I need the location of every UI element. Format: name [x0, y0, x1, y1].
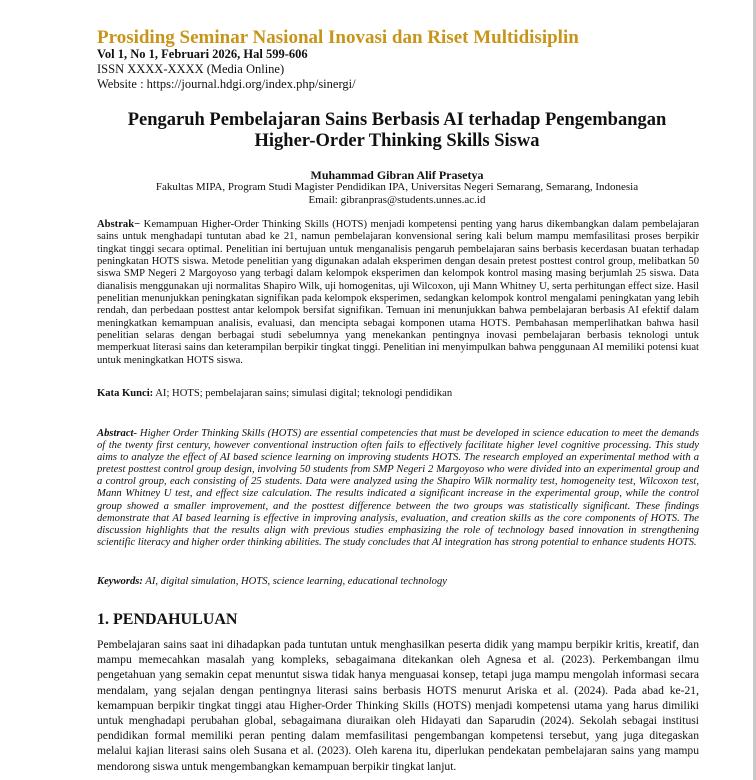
abstract-english-text: Higher Order Thinking Skills (HOTS) are essential competencies that must be developed in science education to meet the demands of the twenty first century, however conventional instruction often fails to effectively facilitate higher level cognitive processing. This study aims to analyze the effect of AI based science learning on improving students HOTS. The research employed an experimental method with a pretest posttest control group design, involving 50 students from SMP Negeri 2 Margoyoso who were divided into an experimental group and a control group, each consisting of 25 students. Data were analyzed using the Shapiro Wilk normality test, homogeneity test, Wilcoxon test, Mann Whitney U test, and effect size calculation. The results indicated a significant increase in the experimental group, while the control group showed a smaller improvement, and the posttest difference between the two groups was statistically significant. These findings demonstrate that AI based learning is effective in improving analysis, evaluation, and creation skills as the core components of HOTS. The discussion highlights that the results align with previous studies emphasizing the role of technology based innovation in strengthening scientific literacy and higher order thinking abilities. The study concludes that AI integration has strong potential to enhance students HOTS. [97, 428, 699, 548]
volume-info: Vol 1, No 1, Februari 2026, Hal 599-606 [97, 47, 308, 61]
keywords-indonesian [97, 388, 452, 399]
author-name: Muhammad Gibran Alif Prasetya [310, 168, 484, 182]
keywords-indonesian-label: Kata Kunci: [97, 388, 154, 399]
article-title-line-2: Higher-Order Thinking Skills Siswa [254, 131, 540, 151]
abstract-indonesian-label: Abstrak− [97, 219, 141, 230]
abstract-english-label: Abstract- [97, 428, 138, 439]
abstract-indonesian-text: Kemampuan Higher-Order Thinking Skills (HOTS) menjadi kompetensi penting yang harus dikembangkan dalam pembelajaran sains untuk menghadapi tuntutan abad ke 21, namun pembelajaran konvensional sering kali belum mampu memfasilitasi proses berpikir tingkat tinggi secara optimal. Penelitian ini bertujuan untuk menganalisis pengaruh pembelajaran sains berbasis kecerdasan buatan terhadap peningkatan HOTS siswa. Metode penelitian yang digunakan adalah eksperimen dengan desain pretest posttest control group, melibatkan 50 siswa SMP Negeri 2 Margoyoso yang terbagi dalam kelompok eksperimen dan kelompok kontrol masing masing berjumlah 25 siswa. Data dianalisis menggunakan uji normalitas Shapiro Wilk, uji homogenitas, uji Wilcoxon, uji Mann Whitney U, serta perhitungan effect size. Hasil penelitian menunjukkan peningkatan signifikan pada kelompok eksperimen, sedangkan kelompok kontrol mengalami peningkatan yang lebih rendah, dan perbedaan posttest antar kelompok bersifat signifikan. Temuan ini menunjukkan bahwa pembelajaran berbasis AI efektif dalam meningkatkan kemampuan analisis, evaluasi, dan mencipta sebagai komponen utama HOTS. Pembahasan memperlihatkan bahwa hasil penelitian selaras dengan berbagai studi sebelumnya yang menekankan pentingnya inovasi pembelajaran berbasis teknologi untuk memperkuat literasi sains dan keterampilan berpikir tingkat tinggi. Penelitian ini menyimpulkan bahwa penggunaan AI memiliki potensi kuat untuk meningkatkan HOTS siswa. [97, 219, 699, 366]
author-email: Email: gibranpras@students.unnes.ac.id [308, 194, 486, 206]
journal-name: Prosiding Seminar Nasional Inovasi dan Riset Multidisiplin [97, 27, 579, 48]
keywords-indonesian-text: AI; HOTS; pembelajaran sains; simulasi digital; teknologi pendidikan [153, 388, 453, 399]
section-heading: 1. PENDAHULUAN [97, 611, 238, 628]
abstract-english [97, 428, 699, 549]
article-title-line-1: Pengaruh Pembelajaran Sains Berbasis AI terhadap Pengembangan [127, 110, 667, 130]
keywords-english-text: AI, digital simulation, HOTS, science learning, educational technology [142, 576, 447, 587]
keywords-english [97, 576, 447, 587]
abstract-indonesian [97, 219, 699, 367]
intro-paragraph: Pembelajaran sains saat ini dihadapkan pada tuntutan untuk menghasilkan peserta didik yang mampu berpikir kritis, kreatif, dan mampu memecahkan masalah yang kompleks, sebagaimana ditekankan oleh Agnesa et al. (2023). Perkembangan ilmu pengetahuan yang semakin cepat menuntut siswa tidak hanya menguasai konsep, tetapi juga mampu mengolah informasi secara mendalam, yang sejalan dengan pentingnya literasi sains berbasis HOTS menurut Ariska et al. (2024). Pada abad ke-21, kemampuan berpikir tingkat tinggi atau Higher-Order Thinking Skills (HOTS) menjadi kompetensi utama yang harus dimiliki untuk menghadapi perubahan global, sebagaimana diuraikan oleh Hidayati dan Saparudin (2024). Sekolah sebagai institusi pendidikan formal memiliki peran penting dalam memfasilitasi pengembangan kompetensi tersebut, yang juga ditegaskan melalui kajian literasi sains oleh Susana et al. (2023). Oleh karena itu, diperlukan pendekatan pembelajaran sains yang mampu mendorong siswa untuk mengembangkan kemampuan berpikir tingkat lanjut. [97, 638, 699, 773]
author-affiliation: Fakultas MIPA, Program Studi Magister Pendidikan IPA, Universitas Negeri Semarang, Semarang, Indonesia [155, 181, 639, 193]
issn: ISSN XXXX-XXXX (Media Online) [97, 62, 285, 76]
keywords-english-label: Keywords: [97, 576, 143, 587]
journal-website: Website : https://journal.hdgi.org/index.php/sinergi/ [97, 77, 356, 91]
